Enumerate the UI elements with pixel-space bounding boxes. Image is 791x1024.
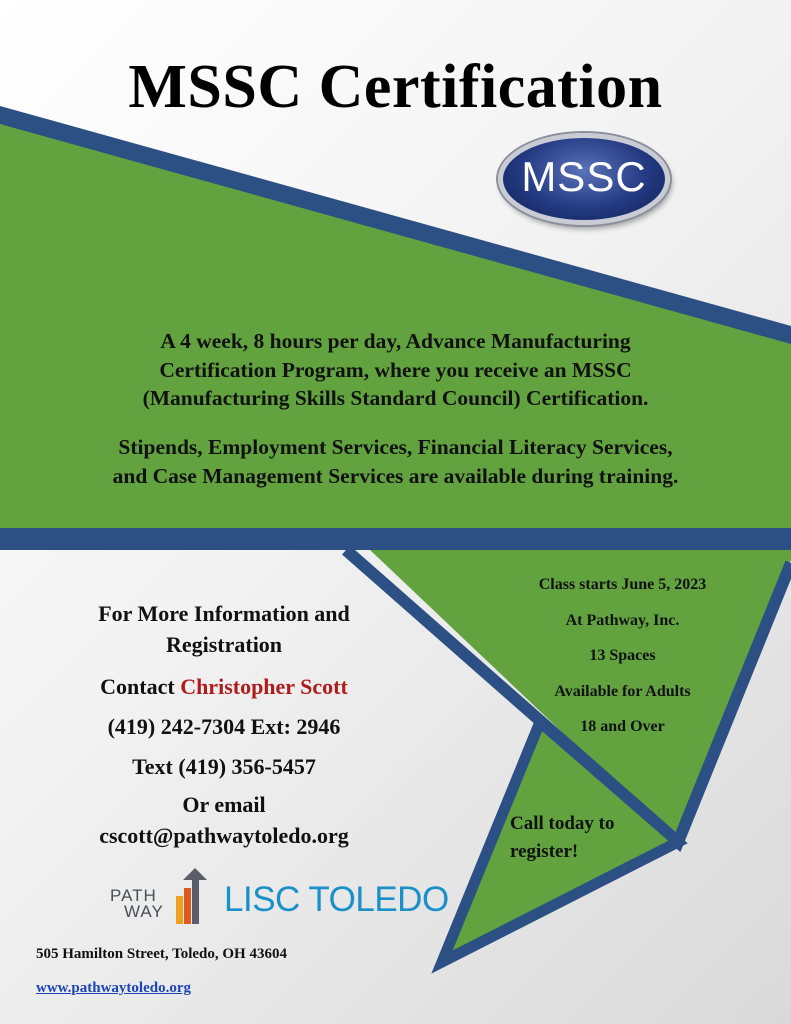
pathway-logo-text: WAY (124, 902, 164, 921)
call-to-action (510, 810, 670, 866)
description-line: and Case Management Services are available during training. (112, 463, 679, 488)
contact-name: Christopher Scott (180, 674, 348, 699)
description-line: A 4 week, 8 hours per day, Advance Manufacturing (160, 329, 631, 353)
pathway-logo-text: PATH (110, 886, 157, 905)
address: 505 Hamilton Street, Toledo, OH 43604 (36, 946, 287, 962)
class-info-line: 13 Spaces (589, 647, 656, 664)
blue-horizontal-stripe (0, 528, 791, 550)
phone-number: (419) 242-7304 Ext: 2946 (107, 714, 341, 739)
contact-label: Contact (100, 674, 175, 699)
class-info-line: Class starts June 5, 2023 (538, 576, 707, 593)
program-description (30, 327, 761, 413)
email-label: Or email (182, 792, 266, 817)
lisc-toledo-logo: LISC TOLEDO (224, 880, 449, 919)
call-line: register! (510, 841, 579, 862)
page-title: MSSC Certification (128, 53, 663, 121)
class-info (500, 567, 745, 745)
description-line: (Manufacturing Skills Standard Council) Certification. (142, 386, 649, 411)
description-line: Stipends, Employment Services, Financial Literacy Services, (118, 435, 673, 459)
email-address[interactable]: cscott@pathwaytoledo.org (99, 823, 349, 848)
class-info-line: Available for Adults (554, 682, 691, 700)
info-heading-line: Registration (165, 632, 283, 657)
contact-line (55, 674, 393, 700)
class-info-line: 18 and Over (580, 718, 665, 735)
text-number: Text (419) 356-5457 (132, 754, 316, 779)
services-description (30, 433, 761, 490)
call-line: Call today to (510, 813, 615, 834)
info-heading-line: For More Information and (98, 601, 350, 626)
description-line: Certification Program, where you receive an MSSC (159, 357, 632, 382)
class-info-line: At Pathway, Inc. (565, 611, 680, 629)
pathway-logo (110, 868, 220, 928)
mssc-logo-text: MSSC (521, 153, 647, 200)
contact-block (55, 598, 393, 851)
website-link[interactable]: www.pathwaytoledo.org (36, 980, 192, 996)
